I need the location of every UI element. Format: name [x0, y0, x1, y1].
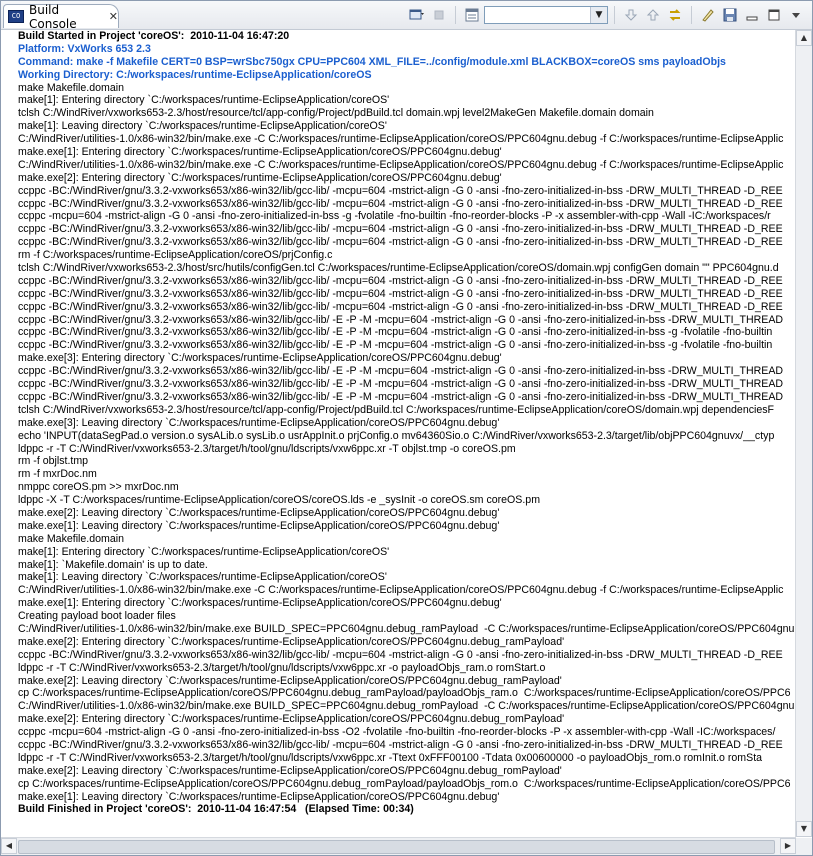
console-line: ccppc -BC:/WindRiver/gnu/3.3.2-vxworks653/x86-win32/lib/gcc-lib/ -E -P -M -mcpu=604 -mstrict-align -G 0 -ansi -fno-zero-initialized-in-bss -DRW_MULTI_THREAD: [18, 365, 784, 378]
console-line: ccppc -BC:/WindRiver/gnu/3.3.2-vxworks653/x86-win32/lib/gcc-lib/ -mcpu=604 -mstrict-align -G 0 -ansi -fno-zero-initialized-in-bss -DRW_MULTI_THREAD -D_REE: [18, 648, 783, 661]
console-line: echo 'INPUT(dataSegPad.o version.o sysALib.o sysLib.o usrAppInit.o prjConfig.o mv64360Sio.o C:/WindRiver/vxworks653-2.3/target/lib/objPPC604gnuvx/__ctyp: [18, 429, 775, 442]
tab-label: Build Console: [29, 2, 77, 31]
console-line: make[1]: Leaving directory `C:/workspaces/runtime-EclipseApplication/coreOS': [18, 120, 387, 133]
toolbar-separator: [455, 6, 456, 24]
console-line: ccppc -BC:/WindRiver/gnu/3.3.2-vxworks653/x86-win32/lib/gcc-lib/ -E -P -M -mcpu=604 -mstrict-align -G 0 -ansi -fno-zero-initialized-in-bss -DRW_MULTI_THREAD: [18, 313, 784, 326]
toolbar-separator: [691, 6, 692, 24]
console-status-line: Build Started in Project 'coreOS': 2010-11-04 16:47:20: [18, 30, 290, 42]
view-menu-icon[interactable]: [786, 5, 806, 25]
console-line: tclsh C:/WindRiver/vxworks653-2.3/host/resource/tcl/app-config/Project/pdBuild.tcl C:/workspaces/runtime-EclipseApplication/coreOS/domain.wpj dependenciesF: [18, 403, 775, 416]
console-line: make.exe[2]: Leaving directory `C:/workspaces/runtime-EclipseApplication/coreOS/PPC604gnu.debug': [18, 506, 500, 519]
display-console-icon[interactable]: [407, 5, 427, 25]
console-line: ccppc -BC:/WindRiver/gnu/3.3.2-vxworks653/x86-win32/lib/gcc-lib/ -mcpu=604 -mstrict-align -G 0 -ansi -fno-zero-initialized-in-bss -DRW_MULTI_THREAD -D_REE: [18, 236, 783, 249]
scrollbar-corner: [796, 838, 812, 855]
console-line: make.exe[2]: Entering directory `C:/workspaces/runtime-EclipseApplication/coreOS/PPC604gnu.debug': [18, 171, 502, 184]
console-icon: CO: [8, 10, 24, 23]
horizontal-scrollbar[interactable]: [1, 837, 796, 855]
console-line: ldppc -r -T C:/WindRiver/vxworks653-2.3/target/h/tool/gnu/ldscripts/vxw6ppc.xr -o payloadObjs_ram.o romStart.o: [18, 661, 546, 674]
console-line: ccppc -BC:/WindRiver/gnu/3.3.2-vxworks653/x86-win32/lib/gcc-lib/ -E -P -M -mcpu=604 -mstrict-align -G 0 -ansi -fno-zero-initialized-in-bss -g -fvolatile -fno-builtin: [18, 326, 773, 339]
maximize-icon[interactable]: [764, 5, 784, 25]
console-line: make.exe[3]: Entering directory `C:/workspaces/runtime-EclipseApplication/coreOS/PPC604gnu.debug': [18, 352, 502, 365]
console-line: ldppc -r -T C:/WindRiver/vxworks653-2.3/target/h/tool/gnu/ldscripts/vxw6ppc.xr -Ttext 0xFFF00100 -Tdata 0x00600000 -o payloadObjs_rom.o romInit.o romSta: [18, 751, 763, 764]
console-line: ccppc -BC:/WindRiver/gnu/3.3.2-vxworks653/x86-win32/lib/gcc-lib/ -E -P -M -mcpu=604 -mstrict-align -G 0 -ansi -fno-zero-initialized-in-bss -g -fvolatile -fno-builtin: [18, 339, 773, 352]
console-line: cp C:/workspaces/runtime-EclipseApplication/coreOS/PPC604gnu.debug_ramPayload/payloadObjs_ram.o C:/workspaces/runtime-EclipseApplication/coreOS/PPC6: [18, 687, 791, 700]
console-toolbar: [407, 4, 806, 26]
console-line: ccppc -mcpu=604 -mstrict-align -G 0 -ansi -fno-zero-initialized-in-bss -g -fvolatile -fno-builtin -fno-reorder-blocks -P -x assembler-with-cpp -Wall -IC:/workspaces/r: [18, 210, 771, 223]
console-line: make.exe[3]: Leaving directory `C:/workspaces/runtime-EclipseApplication/coreOS/PPC604gnu.debug': [18, 416, 500, 429]
console-line: make.exe[2]: Entering directory `C:/workspaces/runtime-EclipseApplication/coreOS/PPC604gnu.debug_ramPayload': [18, 635, 565, 648]
console-line: cp C:/workspaces/runtime-EclipseApplication/coreOS/PPC604gnu.debug_romPayload/payloadObjs_rom.o C:/workspaces/runtime-EclipseApplication/coreOS/PPC6: [18, 777, 791, 790]
console-line: make.exe[1]: Entering directory `C:/workspaces/runtime-EclipseApplication/coreOS/PPC604gnu.debug': [18, 597, 502, 610]
console-line: make[1]: Leaving directory `C:/workspaces/runtime-EclipseApplication/coreOS': [18, 571, 387, 584]
console-line: C:/WindRiver/utilities-1.0/x86-win32/bin/make.exe BUILD_SPEC=PPC604gnu.debug_romPayload -C C:/workspaces/runtime-EclipseApplication/coreOS/PPC604gnu: [18, 700, 795, 713]
console-line: rm -f objlst.tmp: [18, 455, 89, 468]
console-line: tclsh C:/WindRiver/vxworks653-2.3/host/src/hutils/configGen.tcl C:/workspaces/runtime-EclipseApplication/coreOS/domain.wpj configGen domain "" PPC604gnu.d: [18, 262, 779, 275]
chevron-down-icon[interactable]: ▼: [590, 7, 607, 23]
console-line: ccppc -BC:/WindRiver/gnu/3.3.2-vxworks653/x86-win32/lib/gcc-lib/ -E -P -M -mcpu=604 -mstrict-align -G 0 -ansi -fno-zero-initialized-in-bss -DRW_MULTI_THREAD: [18, 390, 784, 403]
console-line: C:/WindRiver/utilities-1.0/x86-win32/bin/make.exe -C C:/workspaces/runtime-EclipseApplication/coreOS/PPC604gnu.debug -f C:/workspaces/runtime-EclipseApplic: [18, 133, 784, 146]
console-info-line: Platform: VxWorks 653 2.3: [18, 42, 151, 55]
console-line: tclsh C:/WindRiver/vxworks653-2.3/host/resource/tcl/app-config/Project/pdBuild.tcl domain.wpj level2MakeGen Makefile.domain domain: [18, 107, 654, 120]
scroll-down-icon[interactable]: [621, 5, 641, 25]
console-info-line: Working Directory: C:/workspaces/runtime-EclipseApplication/coreOS: [18, 68, 372, 81]
console-line: ccppc -BC:/WindRiver/gnu/3.3.2-vxworks653/x86-win32/lib/gcc-lib/ -mcpu=604 -mstrict-align -G 0 -ansi -fno-zero-initialized-in-bss -DRW_MULTI_THREAD -D_REE: [18, 738, 783, 751]
pin-console-icon[interactable]: [462, 5, 482, 25]
console-selector-dropdown[interactable]: [484, 6, 608, 24]
console-line: make Makefile.domain: [18, 81, 124, 94]
console-line: ccppc -BC:/WindRiver/gnu/3.3.2-vxworks653/x86-win32/lib/gcc-lib/ -mcpu=604 -mstrict-align -G 0 -ansi -fno-zero-initialized-in-bss -DRW_MULTI_THREAD -D_REE: [18, 300, 783, 313]
tab-build-console[interactable]: [3, 2, 119, 31]
vertical-scrollbar[interactable]: [795, 30, 812, 837]
console-line: make.exe[2]: Leaving directory `C:/workspaces/runtime-EclipseApplication/coreOS/PPC604gnu.debug_ramPayload': [18, 674, 562, 687]
console-line: ccppc -BC:/WindRiver/gnu/3.3.2-vxworks653/x86-win32/lib/gcc-lib/ -mcpu=604 -mstrict-align -G 0 -ansi -fno-zero-initialized-in-bss -DRW_MULTI_THREAD -D_REE: [18, 223, 783, 236]
console-line: ccppc -BC:/WindRiver/gnu/3.3.2-vxworks653/x86-win32/lib/gcc-lib/ -mcpu=604 -mstrict-align -G 0 -ansi -fno-zero-initialized-in-bss -DRW_MULTI_THREAD -D_REE: [18, 184, 783, 197]
console-line: make[1]: Entering directory `C:/workspaces/runtime-EclipseApplication/coreOS': [18, 94, 390, 107]
console-line: C:/WindRiver/utilities-1.0/x86-win32/bin/make.exe BUILD_SPEC=PPC604gnu.debug_ramPayload -C C:/workspaces/runtime-EclipseApplication/coreOS/PPC604gnu: [18, 622, 795, 635]
console-line: make[1]: Entering directory `C:/workspaces/runtime-EclipseApplication/coreOS': [18, 545, 390, 558]
scroll-up-arrow-icon[interactable]: ▲: [796, 30, 812, 46]
console-text: [1, 30, 796, 816]
console-line: rm -f C:/workspaces/runtime-EclipseApplication/coreOS/prjConfig.c: [18, 249, 333, 262]
close-icon[interactable]: ✕: [108, 10, 118, 23]
scroll-up-icon[interactable]: [643, 5, 663, 25]
console-line: make Makefile.domain: [18, 532, 124, 545]
console-status-line: Build Finished in Project 'coreOS': 2010-11-04 16:47:54 (Elapsed Time: 00:34): [18, 803, 414, 816]
minimize-icon[interactable]: [742, 5, 762, 25]
console-line: ccppc -BC:/WindRiver/gnu/3.3.2-vxworks653/x86-win32/lib/gcc-lib/ -mcpu=604 -mstrict-align -G 0 -ansi -fno-zero-initialized-in-bss -DRW_MULTI_THREAD -D_REE: [18, 197, 783, 210]
console-line: ldppc -r -T C:/WindRiver/vxworks653-2.3/target/h/tool/gnu/ldscripts/vxw6ppc.xr -T objlst.tmp -o coreOS.pm: [18, 442, 516, 455]
console-line: ldppc -X -T C:/workspaces/runtime-EclipseApplication/coreOS/coreOS.lds -e _sysInit -o coreOS.sm coreOS.pm: [18, 494, 541, 507]
console-line: C:/WindRiver/utilities-1.0/x86-win32/bin/make.exe -C C:/workspaces/runtime-EclipseApplication/coreOS/PPC604gnu.debug -f C:/workspaces/runtime-EclipseApplic: [18, 158, 784, 171]
console-line: make.exe[1]: Leaving directory `C:/workspaces/runtime-EclipseApplication/coreOS/PPC604gnu.debug': [18, 519, 500, 532]
console-line: ccppc -BC:/WindRiver/gnu/3.3.2-vxworks653/x86-win32/lib/gcc-lib/ -E -P -M -mcpu=604 -mstrict-align -G 0 -ansi -fno-zero-initialized-in-bss -DRW_MULTI_THREAD: [18, 378, 784, 391]
console-output[interactable]: [1, 30, 796, 837]
horizontal-scroll-thumb[interactable]: [18, 840, 775, 854]
scroll-right-arrow-icon[interactable]: ▶: [780, 838, 796, 854]
console-line: nmppc coreOS.pm >> mxrDoc.nm: [18, 481, 179, 494]
clear-console-icon[interactable]: [698, 5, 718, 25]
sync-icon[interactable]: [665, 5, 685, 25]
console-line: make.exe[2]: Leaving directory `C:/workspaces/runtime-EclipseApplication/coreOS/PPC604gnu.debug_romPayload': [18, 764, 562, 777]
terminate-icon[interactable]: [429, 5, 449, 25]
console-line: ccppc -mcpu=604 -mstrict-align -G 0 -ansi -fno-zero-initialized-in-bss -O2 -fvolatile -fno-builtin -fno-reorder-blocks -P -x assembler-with-cpp -Wall -IC:/workspaces/: [18, 726, 776, 739]
console-line: make[1]: `Makefile.domain' is up to date.: [18, 558, 208, 571]
console-line: ccppc -BC:/WindRiver/gnu/3.3.2-vxworks653/x86-win32/lib/gcc-lib/ -mcpu=604 -mstrict-align -G 0 -ansi -fno-zero-initialized-in-bss -DRW_MULTI_THREAD -D_REE: [18, 287, 783, 300]
console-line: make.exe[1]: Leaving directory `C:/workspaces/runtime-EclipseApplication/coreOS/PPC604gnu.debug': [18, 790, 500, 803]
console-line: ccppc -BC:/WindRiver/gnu/3.3.2-vxworks653/x86-win32/lib/gcc-lib/ -mcpu=604 -mstrict-align -G 0 -ansi -fno-zero-initialized-in-bss -DRW_MULTI_THREAD -D_REE: [18, 274, 783, 287]
scroll-left-arrow-icon[interactable]: ◀: [1, 838, 17, 854]
view-titlebar: [1, 1, 812, 30]
console-line: Creating payload boot loader files: [18, 610, 176, 623]
console-line: make.exe[1]: Entering directory `C:/workspaces/runtime-EclipseApplication/coreOS/PPC604gnu.debug': [18, 146, 502, 159]
save-icon[interactable]: [720, 5, 740, 25]
console-line: rm -f mxrDoc.nm: [18, 468, 97, 481]
scroll-down-arrow-icon[interactable]: ▼: [796, 821, 812, 837]
toolbar-separator: [614, 6, 615, 24]
console-info-line: Command: make -f Makefile CERT=0 BSP=wrSbc750gx CPU=PPC604 XML_FILE=../config/module.xml BLACKBOX=coreOS sms payloadObjs: [18, 55, 726, 68]
console-line: make.exe[2]: Entering directory `C:/workspaces/runtime-EclipseApplication/coreOS/PPC604gnu.debug_romPayload': [18, 713, 565, 726]
console-line: C:/WindRiver/utilities-1.0/x86-win32/bin/make.exe -C C:/workspaces/runtime-EclipseApplication/coreOS/PPC604gnu.debug -f C:/workspaces/runtime-EclipseApplic: [18, 584, 784, 597]
